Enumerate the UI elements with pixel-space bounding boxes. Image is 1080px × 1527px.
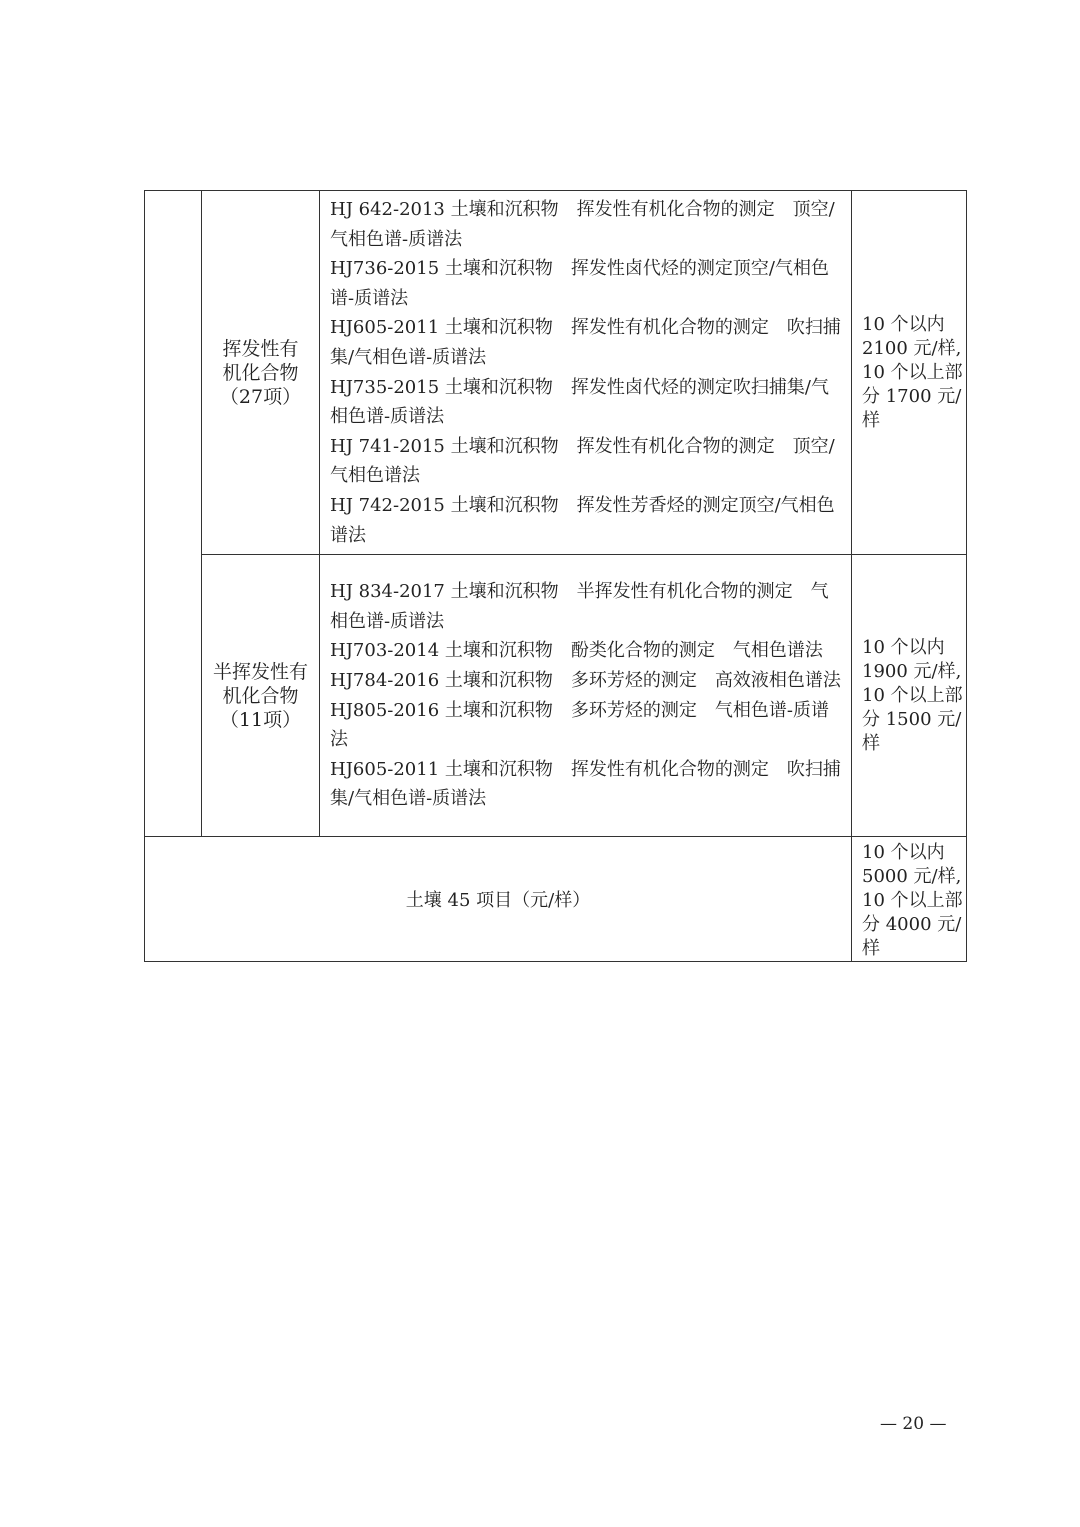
price-cell: 10 个以内 2100 元/样, 10 个以上部 分 1700 元/ 样 [852, 191, 967, 555]
summary-label: 土壤 45 项目（元/样） [145, 837, 852, 962]
method-item: HJ 742-2015 土壤和沉积物 挥发性芳香烃的测定顶空/气相色谱法 [330, 494, 835, 546]
pricing-table [144, 190, 967, 962]
method-item: HJ605-2011 土壤和沉积物 挥发性有机化合物的测定 吹扫捕集/气相色谱-质谱法 [330, 317, 841, 368]
empty-cell [145, 191, 202, 837]
summary-row [145, 837, 967, 962]
category-cell: 挥发性有 机化合物 （27项） [202, 191, 320, 555]
methods-cell [320, 191, 852, 555]
method-item: HJ 834-2017 土壤和沉积物 半挥发性有机化合物的测定 气相色谱-质谱法 [330, 581, 829, 632]
category-cell: 半挥发性有 机化合物 （11项） [202, 555, 320, 837]
page-number: — 20 — [880, 1414, 947, 1434]
method-item: HJ805-2016 土壤和沉积物 多环芳烃的测定 气相色谱-质谱法 [330, 699, 829, 751]
price-cell: 10 个以内 1900 元/样, 10 个以上部 分 1500 元/ 样 [852, 555, 967, 837]
table-row [145, 191, 967, 555]
method-item: HJ 642-2013 土壤和沉积物 挥发性有机化合物的测定 顶空/气相色谱-质谱法 [330, 199, 835, 250]
summary-price-cell: 10 个以内 5000 元/样, 10 个以上部 分 4000 元/ 样 [852, 837, 967, 962]
method-item: HJ736-2015 土壤和沉积物 挥发性卤代烃的测定顶空/气相色谱-质谱法 [330, 258, 829, 309]
table-row [145, 555, 967, 837]
method-item: HJ703-2014 土壤和沉积物 酚类化合物的测定 气相色谱法 [330, 640, 823, 662]
method-item: HJ735-2015 土壤和沉积物 挥发性卤代烃的测定吹扫捕集/气相色谱-质谱法 [330, 376, 829, 428]
method-item: HJ 741-2015 土壤和沉积物 挥发性有机化合物的测定 顶空/气相色谱法 [330, 435, 835, 487]
methods-cell [320, 555, 852, 837]
method-item: HJ605-2011 土壤和沉积物 挥发性有机化合物的测定 吹扫捕集/气相色谱-质谱法 [330, 758, 841, 810]
method-item: HJ784-2016 土壤和沉积物 多环芳烃的测定 高效液相色谱法 [330, 670, 841, 692]
